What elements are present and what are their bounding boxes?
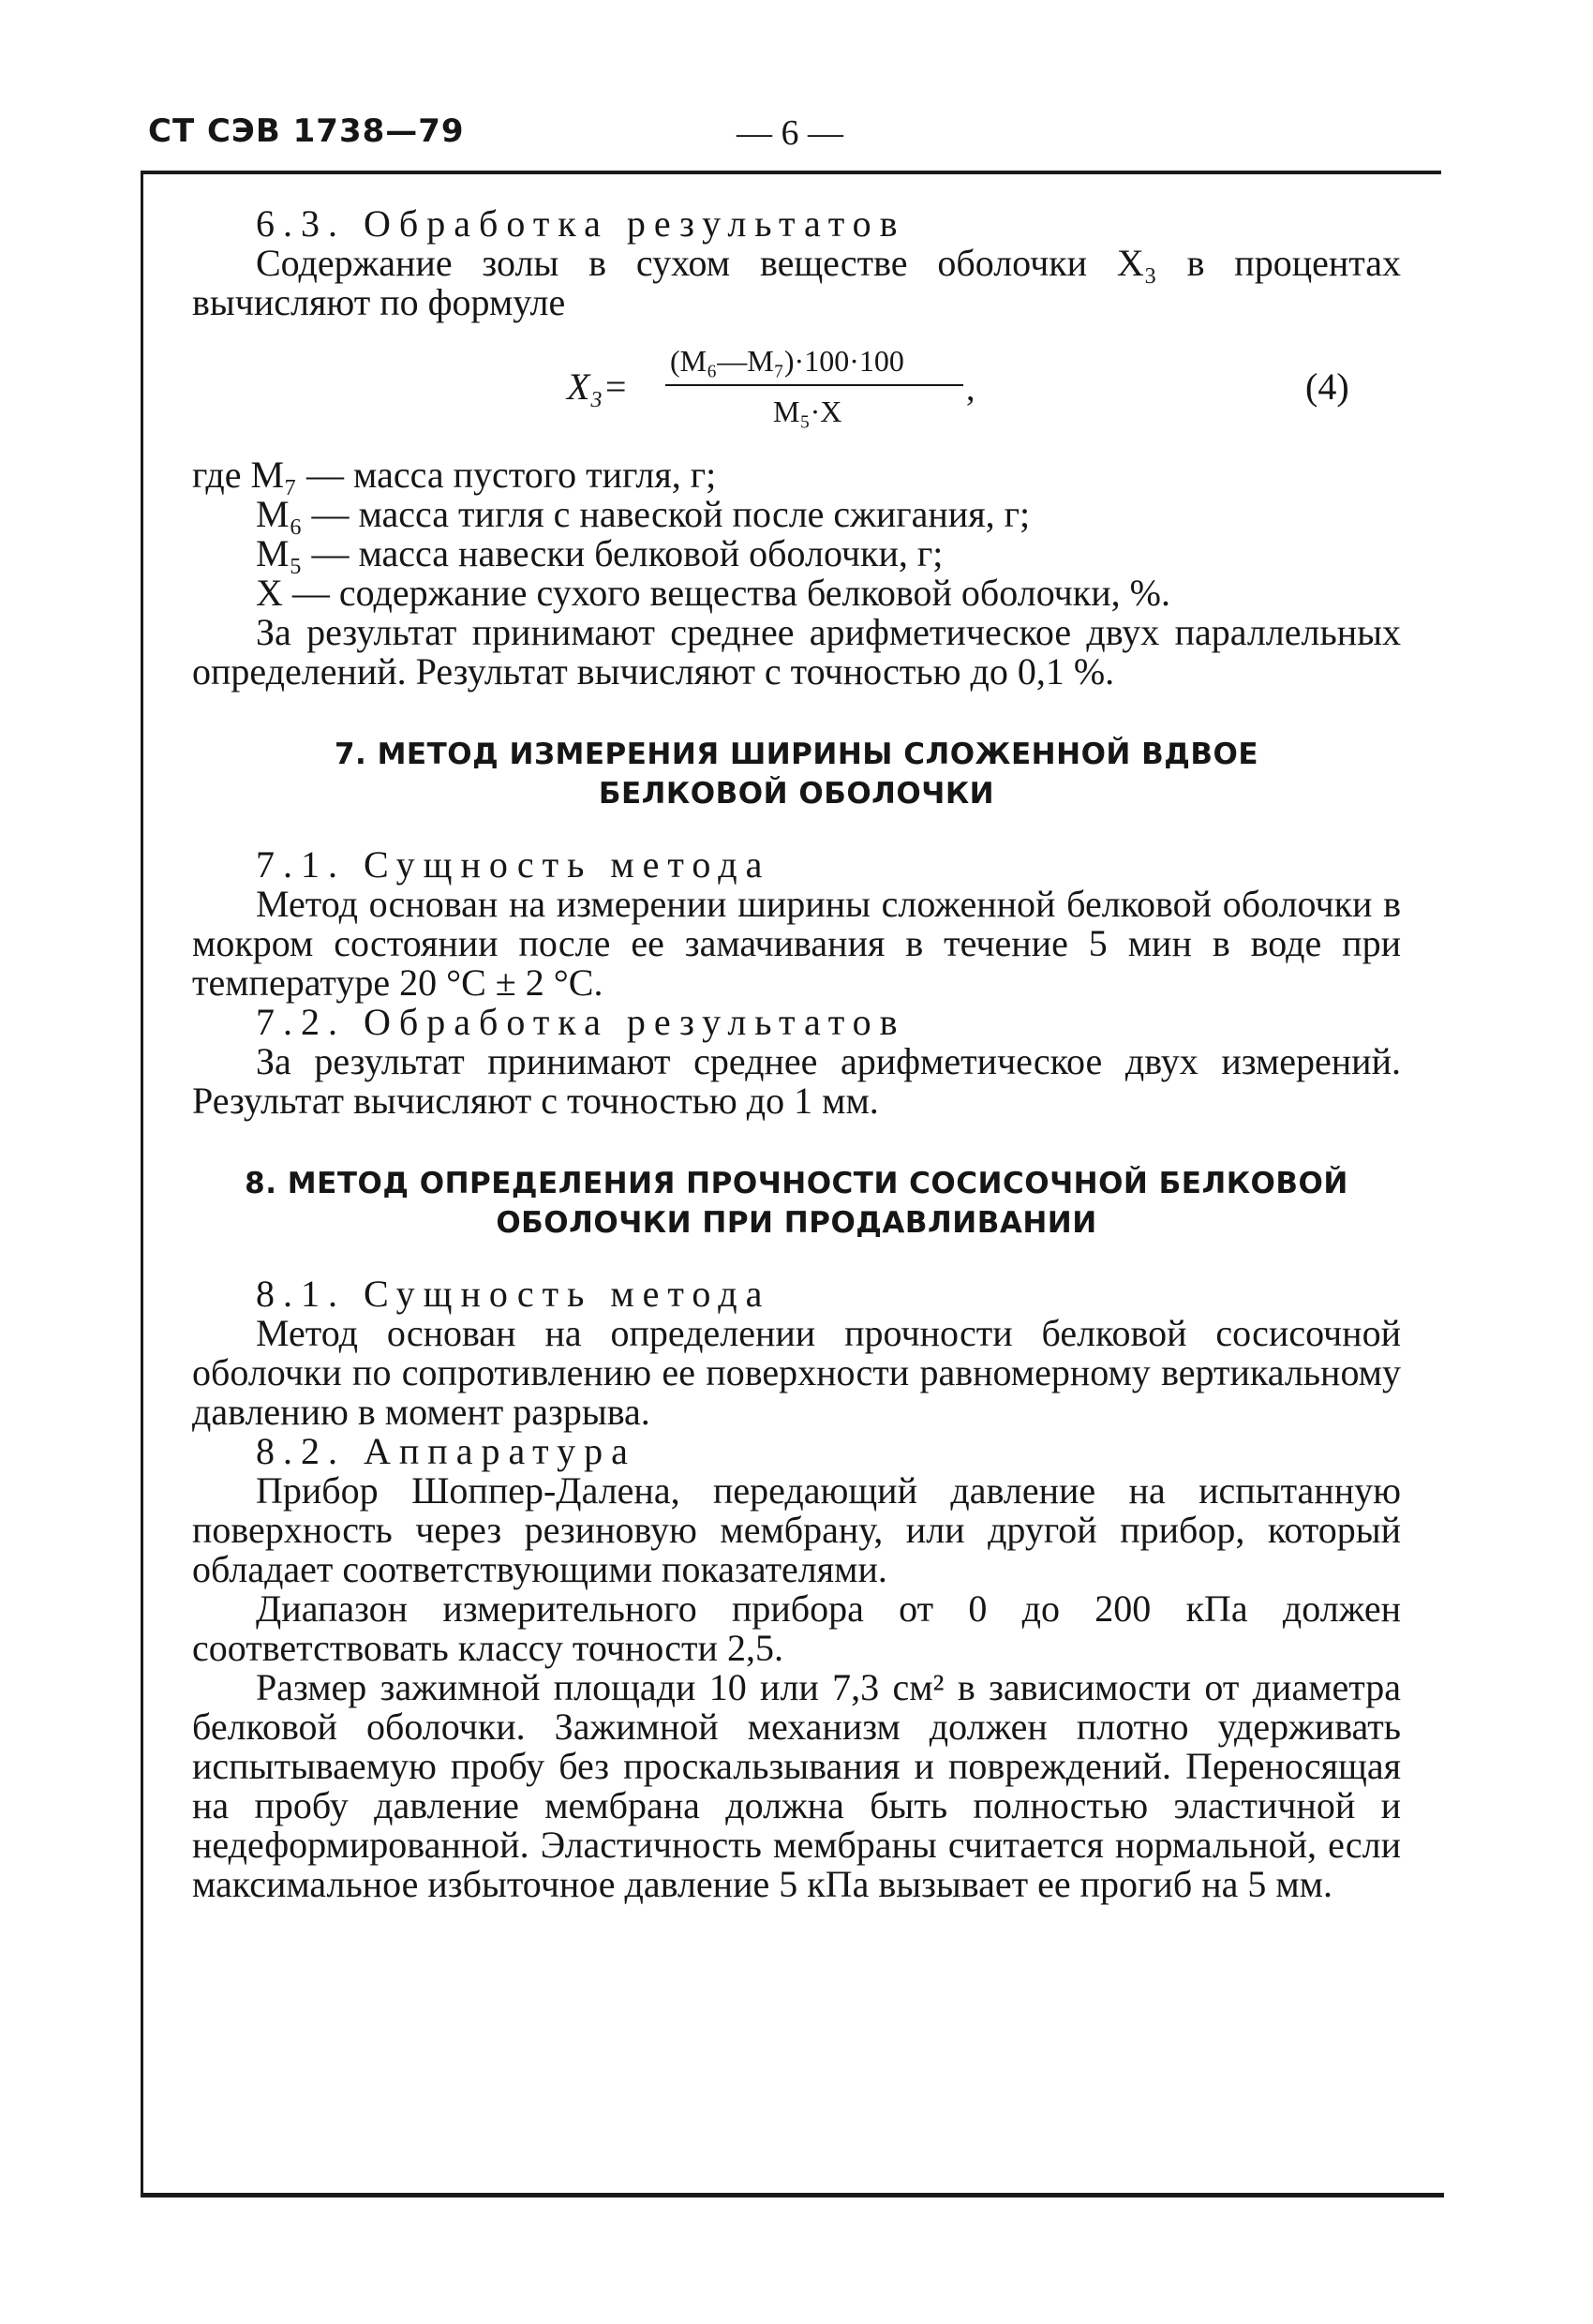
section-title-8-line1: 8. МЕТОД ОПРЕДЕЛЕНИЯ ПРОЧНОСТИ СОСИСОЧНОЙ БЕЛКОВОЙ [245, 1167, 1348, 1200]
paragraph-6-3-intro: Содержание золы в сухом веществе оболочки X₃ в процентах вычисляют по формуле [192, 242, 1401, 323]
paragraph-8-2-apparatus: Прибор Шоппер-Далена, передающий давление на испытанную поверхность через резиновую мембрану, или другой прибор, который обладает соответствующими показателями. [192, 1469, 1401, 1590]
definition-m5: M₅ — масса навески белковой оболочки, г; [256, 532, 944, 574]
section-title-7-line1: 7. МЕТОД ИЗМЕРЕНИЯ ШИРИНЫ СЛОЖЕННОЙ ВДВОЕ [334, 737, 1259, 771]
section-title-8 [192, 1164, 1401, 1243]
formula-denominator: M₅·X [773, 395, 842, 428]
paragraph-8-2-clamp: Размер зажимной площади 10 или 7,3 см² в зависимости от диаметра белковой оболочки. Зажимной механизм должен плотно удерживать испытываемую пробу без проскальзывания и повреждений. Переносящая на пробу давление мембрана должна быть полностью эластичной и недеформированной. Эластичность мембраны считается нормальной, если максимальное избыточное давление 5 кПа вызывает ее прогиб на 5 мм. [192, 1666, 1401, 1905]
section-heading-7-1: 7.1. Сущность метода [256, 843, 771, 886]
formula-4 [192, 341, 1401, 442]
section-title-7 [192, 735, 1401, 813]
definition-m6: M₆ — масса тигля с навеской после сжигания, г; [256, 493, 1031, 535]
fraction-bar [665, 384, 963, 386]
page-number: — 6 — [737, 113, 843, 153]
variable-definitions [192, 455, 1401, 613]
formula-number: (4) [1305, 365, 1349, 408]
section-title-8-line2: ОБОЛОЧКИ ПРИ ПРОДАВЛИВАНИИ [496, 1206, 1097, 1240]
paragraph-6-3-result: За результат принимают среднее арифметическое двух параллельных определений. Результат вычисляют с точностью до 0,1 %. [192, 611, 1401, 693]
section-heading-6-3: 6.3. Обработка результатов [256, 202, 906, 245]
section-title-7-line2: БЕЛКОВОЙ ОБОЛОЧКИ [598, 777, 995, 811]
definition-x: X — содержание сухого вещества белковой оболочки, %. [256, 572, 1170, 614]
paragraph-7-2: За результат принимают среднее арифметическое двух измерений. Результат вычисляют с точностью до 1 мм. [192, 1040, 1401, 1122]
section-heading-8-1: 8.1. Сущность метода [256, 1273, 771, 1315]
paragraph-8-1: Метод основан на определении прочности белковой сосисочной оболочки по сопротивлению ее поверхности равномерному вертикальному давлению в момент разрыва. [192, 1312, 1401, 1433]
definition-m7: где M₇ — масса пустого тигля, г; [192, 454, 717, 496]
paragraph-7-1: Метод основан на измерении ширины сложенной белковой оболочки в мокром состоянии после ее замачивания в течение 5 мин в воде при температуре 20 °C ± 2 °C. [192, 883, 1401, 1004]
formula-comma: , [966, 369, 975, 409]
section-heading-8-2: 8.2. Аппаратура [256, 1430, 636, 1472]
document-code: СТ СЭВ 1738—79 [148, 112, 465, 150]
formula-lhs: X₃= [567, 365, 629, 408]
page-content [192, 204, 1401, 1904]
section-heading-7-2: 7.2. Обработка результатов [256, 1001, 906, 1043]
formula-numerator: (M₆—M₇)·100·100 [670, 344, 904, 378]
paragraph-8-2-range: Диапазон измерительного прибора от 0 до 200 кПа должен соответствовать классу точности 2,5. [192, 1587, 1401, 1669]
